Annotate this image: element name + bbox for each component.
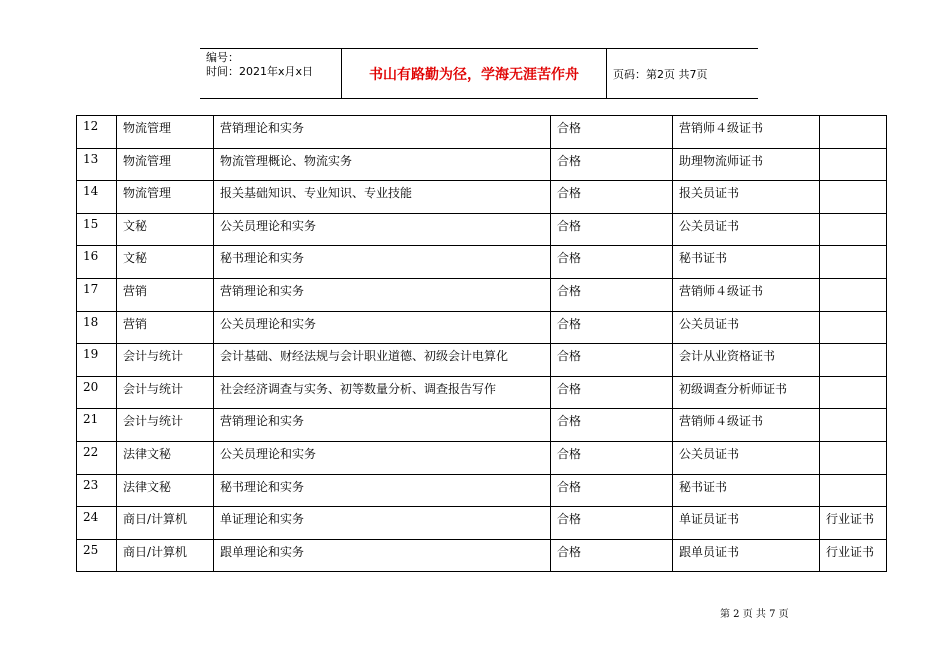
row-number: 18 — [77, 311, 117, 344]
note-cell — [820, 376, 887, 409]
major-cell: 商日/计算机 — [117, 539, 214, 572]
table-row — [77, 213, 887, 246]
note-cell — [820, 246, 887, 279]
exam-content-cell: 营销理论和实务 — [214, 409, 551, 442]
result-cell: 合格 — [551, 344, 673, 377]
certificate-cell: 会计从业资格证书 — [673, 344, 820, 377]
time-label: 时间：2021年x月x日 — [206, 65, 314, 78]
major-cell: 商日/计算机 — [117, 507, 214, 540]
row-number: 19 — [77, 344, 117, 377]
certificate-cell: 公关员证书 — [673, 441, 820, 474]
note-cell — [820, 278, 887, 311]
certificate-cell: 营销师４级证书 — [673, 278, 820, 311]
table-row — [77, 311, 887, 344]
row-number: 20 — [77, 376, 117, 409]
header-slogan: 书山有路勤为径，学海无涯苦作舟 — [342, 49, 607, 98]
table-row — [77, 116, 887, 149]
result-cell: 合格 — [551, 507, 673, 540]
page-footer: 第 2 页 共 7 页 — [720, 609, 789, 620]
certificate-cell: 跟单员证书 — [673, 539, 820, 572]
header-meta — [200, 49, 342, 98]
row-number: 25 — [77, 539, 117, 572]
row-number: 22 — [77, 441, 117, 474]
certificate-cell: 公关员证书 — [673, 213, 820, 246]
table-row — [77, 441, 887, 474]
exam-content-cell: 单证理论和实务 — [214, 507, 551, 540]
result-cell: 合格 — [551, 181, 673, 214]
certificate-cell: 秘书证书 — [673, 246, 820, 279]
major-cell: 文秘 — [117, 246, 214, 279]
note-cell — [820, 311, 887, 344]
row-number: 12 — [77, 116, 117, 149]
certificate-cell: 营销师４级证书 — [673, 116, 820, 149]
note-cell — [820, 116, 887, 149]
exam-content-cell: 公关员理论和实务 — [214, 213, 551, 246]
certificate-table-body — [77, 116, 887, 572]
result-cell: 合格 — [551, 148, 673, 181]
note-cell — [820, 213, 887, 246]
table-row — [77, 376, 887, 409]
major-cell: 会计与统计 — [117, 344, 214, 377]
major-cell: 物流管理 — [117, 148, 214, 181]
note-cell — [820, 344, 887, 377]
row-number: 14 — [77, 181, 117, 214]
major-cell: 营销 — [117, 278, 214, 311]
exam-content-cell: 物流管理概论、物流实务 — [214, 148, 551, 181]
certificate-cell: 报关员证书 — [673, 181, 820, 214]
table-row — [77, 181, 887, 214]
result-cell: 合格 — [551, 213, 673, 246]
row-number: 13 — [77, 148, 117, 181]
exam-content-cell: 社会经济调查与实务、初等数量分析、调查报告写作 — [214, 376, 551, 409]
major-cell: 物流管理 — [117, 181, 214, 214]
certificate-cell: 助理物流师证书 — [673, 148, 820, 181]
result-cell: 合格 — [551, 278, 673, 311]
certificate-cell: 单证员证书 — [673, 507, 820, 540]
table-row — [77, 344, 887, 377]
major-cell: 法律文秘 — [117, 441, 214, 474]
exam-content-cell: 秘书理论和实务 — [214, 474, 551, 507]
table-row — [77, 409, 887, 442]
exam-content-cell: 跟单理论和实务 — [214, 539, 551, 572]
major-cell: 法律文秘 — [117, 474, 214, 507]
row-number: 23 — [77, 474, 117, 507]
result-cell: 合格 — [551, 376, 673, 409]
row-number: 17 — [77, 278, 117, 311]
table-row — [77, 148, 887, 181]
major-cell: 文秘 — [117, 213, 214, 246]
row-number: 24 — [77, 507, 117, 540]
table-row — [77, 539, 887, 572]
exam-content-cell: 会计基础、财经法规与会计职业道德、初级会计电算化 — [214, 344, 551, 377]
result-cell: 合格 — [551, 311, 673, 344]
table-row — [77, 278, 887, 311]
result-cell: 合格 — [551, 474, 673, 507]
header-page-label: 页码：第2页 共7页 — [613, 67, 708, 81]
major-cell: 营销 — [117, 311, 214, 344]
exam-content-cell: 营销理论和实务 — [214, 116, 551, 149]
exam-content-cell: 公关员理论和实务 — [214, 311, 551, 344]
result-cell: 合格 — [551, 539, 673, 572]
major-cell: 物流管理 — [117, 116, 214, 149]
note-cell: 行业证书 — [820, 507, 887, 540]
row-number: 16 — [77, 246, 117, 279]
certificate-table — [76, 115, 887, 572]
table-row — [77, 507, 887, 540]
note-cell — [820, 181, 887, 214]
page-header — [200, 48, 758, 99]
result-cell: 合格 — [551, 409, 673, 442]
exam-content-cell: 秘书理论和实务 — [214, 246, 551, 279]
note-cell — [820, 409, 887, 442]
certificate-cell: 公关员证书 — [673, 311, 820, 344]
major-cell: 会计与统计 — [117, 409, 214, 442]
certificate-cell: 营销师４级证书 — [673, 409, 820, 442]
result-cell: 合格 — [551, 246, 673, 279]
exam-content-cell: 报关基础知识、专业知识、专业技能 — [214, 181, 551, 214]
row-number: 15 — [77, 213, 117, 246]
note-cell — [820, 474, 887, 507]
note-cell — [820, 441, 887, 474]
result-cell: 合格 — [551, 441, 673, 474]
exam-content-cell: 公关员理论和实务 — [214, 441, 551, 474]
major-cell: 会计与统计 — [117, 376, 214, 409]
result-cell: 合格 — [551, 116, 673, 149]
certificate-cell: 秘书证书 — [673, 474, 820, 507]
exam-content-cell: 营销理论和实务 — [214, 278, 551, 311]
table-row — [77, 246, 887, 279]
row-number: 21 — [77, 409, 117, 442]
note-cell — [820, 148, 887, 181]
certificate-cell: 初级调查分析师证书 — [673, 376, 820, 409]
table-row — [77, 474, 887, 507]
note-cell: 行业证书 — [820, 539, 887, 572]
number-label: 编号： — [206, 51, 239, 64]
